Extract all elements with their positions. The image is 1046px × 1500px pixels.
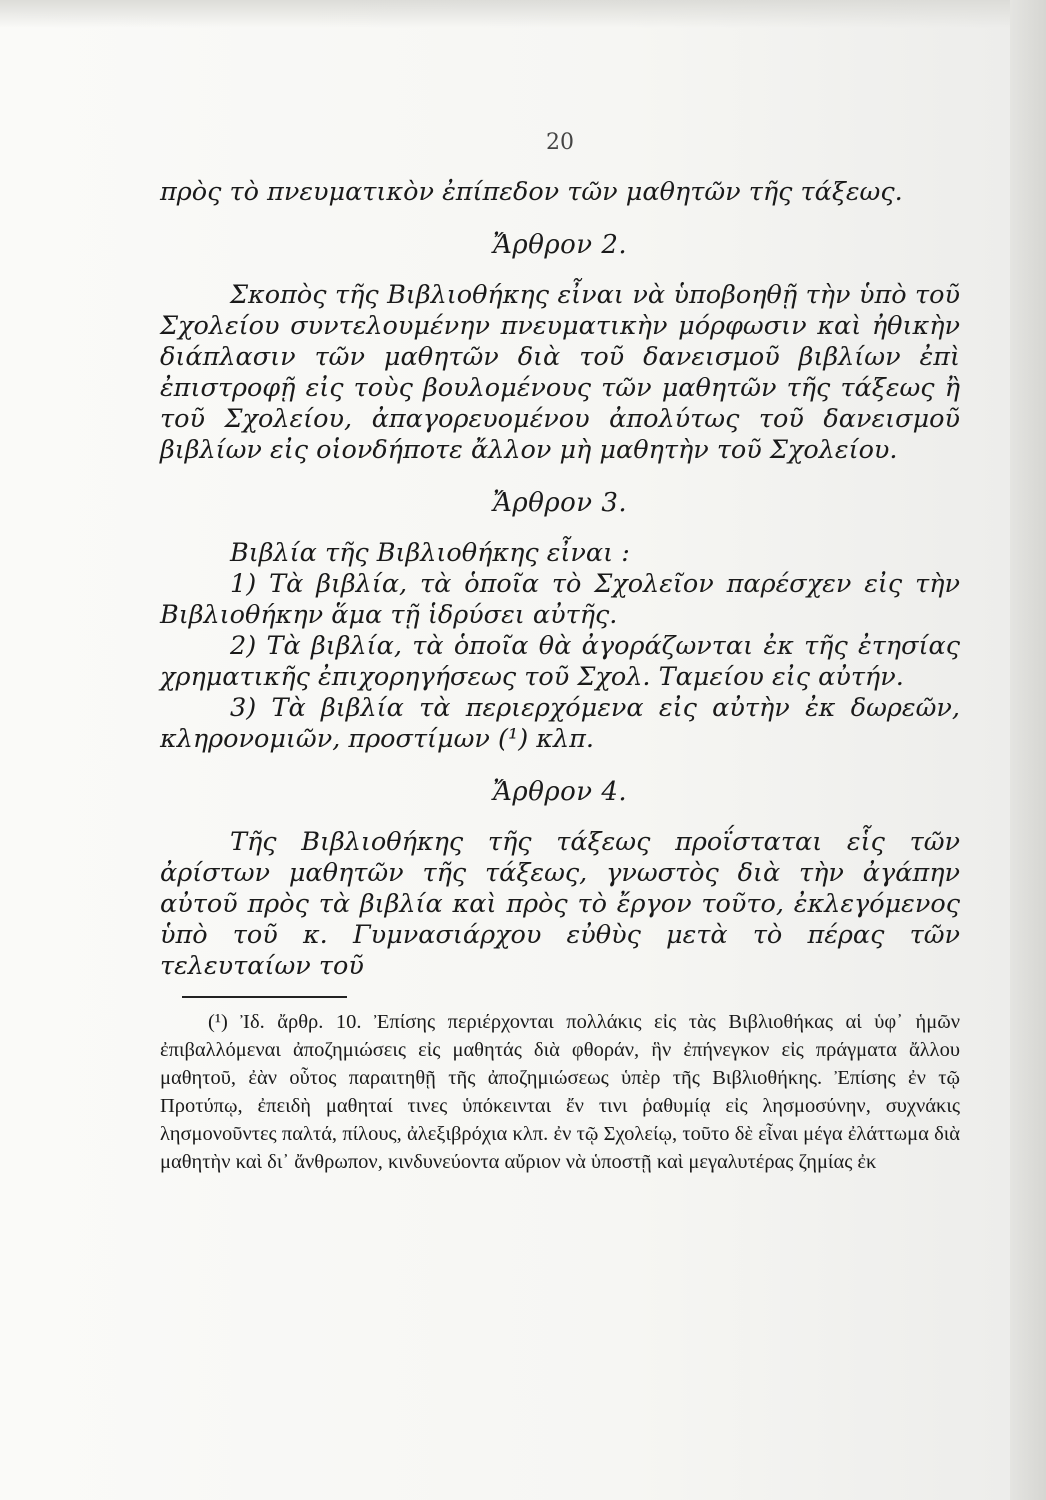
article-4-text: Τῆς Βιβλιοθήκης τῆς τάξεως προΐσταται εἷς τῶν ἀρίστων μαθητῶν τῆς τάξεως, γνωστὸς διὰ τὴν ἀγάπην αὐτοῦ πρὸς τὰ βιβλία καὶ πρὸς τὸ ἔργον τοῦτο, ἐκλεγόμενος ὑπὸ τοῦ κ. Γυμνασιάρχου εὐθὺς μετὰ τὸ πέρας τῶν τελευταίων τοῦ [160, 827, 960, 981]
page-number: 20 [546, 130, 574, 155]
article-2-text: Σκοπὸς τῆς Βιβλιοθήκης εἶναι νὰ ὑποβοηθῇ τὴν ὑπὸ τοῦ Σχολείου συντελουμένην πνευματικὴν μόρφωσιν καὶ ἠθικὴν διάπλασιν τῶν μαθητῶν διὰ τοῦ δανεισμοῦ βιβλίων ἐπὶ ἐπιστροφῇ εἰς τοὺς βουλομένους τῶν μαθητῶν τῆς τάξεως ἢ τοῦ Σχολείου, ἀπαγορευομένου ἀπολύτως τοῦ δανεισμοῦ βιβλίων εἰς οἱονδήποτε ἄλλον μὴ μαθητὴν τοῦ Σχολείου. [160, 280, 960, 465]
article-3-item-1: 1) Τὰ βιβλία, τὰ ὁποῖα τὸ Σχολεῖον παρέσχεν εἰς τὴν Βιβλιοθήκην ἅμα τῇ ἱδρύσει αὐτῆς. [160, 569, 960, 630]
intro-line: πρὸς τὸ πνευματικὸν ἐπίπεδον τῶν μαθητῶν τῆς τάξεως. [160, 177, 903, 207]
footnote: (¹) Ἰδ. ἄρθρ. 10. Ἐπίσης περιέρχονται πολλάκις εἰς τὰς Βιβλιοθήκας αἱ ὑφ᾽ ἡμῶν ἐπιβαλλόμεναι ἀποζημιώσεις εἰς μαθητάς διὰ φθοράν, ἣν ἐπήνεγκον εἰς πράγματα ἄλλου μαθητοῦ, ἐὰν οὗτος παραιτηθῇ τῆς ἀποζημιώσεως ὑπὲρ τῆς Βιβλιοθήκης. Ἐπίσης ἐν τῷ Προτύπῳ, ἐπειδὴ μαθηταί τινες ὑπόκεινται ἔν τινι ῥαθυμίᾳ εἰς λησμοσύνην, συχνάκις λησμονοῦντες παλτά, πίλους, ἀλεξιβρόχια κλπ. ἐν τῷ Σχολείῳ, τοῦτο δὲ εἶναι μέγα ἐλάττωμα διὰ μαθητὴν καὶ δι᾽ ἄνθρωπον, κινδυνεύοντα αὔριον νὰ ὑποστῇ καὶ μεγαλυτέρας ζημίας ἐκ [160, 1011, 960, 1173]
article-3-item-2: 2) Τὰ βιβλία, τὰ ὁποῖα θὰ ἀγοράζωνται ἐκ τῆς ἐτησίας χρηματικῆς ἐπιχορηγήσεως τοῦ Σχολ. Ταμείου εἰς αὐτήν. [160, 631, 960, 692]
page-content [160, 130, 960, 1176]
article-2-heading: Ἄρθρον 2. [492, 230, 628, 260]
page-right-edge [1010, 0, 1046, 1500]
footnote-rule [182, 996, 347, 998]
article-3-heading: Ἄρθρον 3. [492, 488, 628, 518]
article-4-heading: Ἄρθρον 4. [492, 777, 628, 807]
article-3-intro: Βιβλία τῆς Βιβλιοθήκης εἶναι : [230, 538, 630, 568]
page-top-shadow [0, 0, 1010, 28]
article-3-item-3: 3) Τὰ βιβλία τὰ περιερχόμενα εἰς αὐτὴν ἐκ δωρεῶν, κληρονομιῶν, προστίμων (¹) κλπ. [160, 693, 960, 754]
